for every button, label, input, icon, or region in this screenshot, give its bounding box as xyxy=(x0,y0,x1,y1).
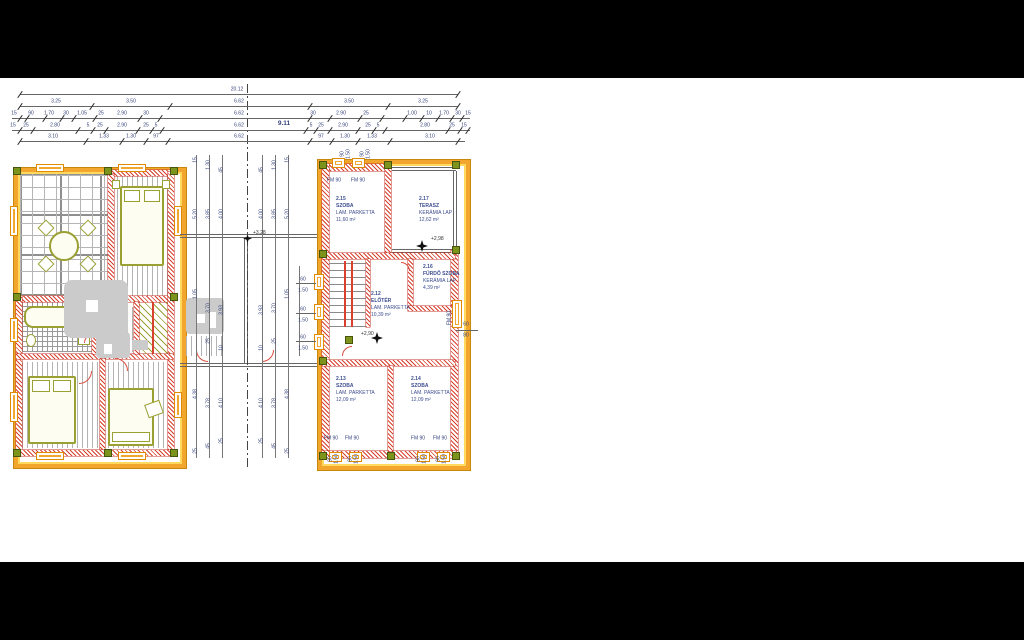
dimension-label: 30 xyxy=(63,110,69,117)
dimension-label-vertical: 1.50 xyxy=(421,454,428,464)
post xyxy=(319,250,327,258)
dimension-label: 1.33 xyxy=(99,133,109,140)
window xyxy=(118,164,146,172)
room-label-line: FÜRDŐ SZOBA xyxy=(423,271,460,277)
post xyxy=(345,336,353,344)
window xyxy=(36,452,64,460)
wall xyxy=(388,366,393,451)
dimension-label: 1.00 xyxy=(407,110,417,117)
post xyxy=(170,167,178,175)
post xyxy=(319,357,327,365)
window-tag-label: FM 90 xyxy=(446,310,453,326)
room-label-line: KERÁMIA LAP xyxy=(419,210,453,216)
dimension-label: 5 xyxy=(309,122,313,129)
post xyxy=(319,452,327,460)
window-tag-label: FM 90 xyxy=(350,177,366,184)
dimension-label: 3.10 xyxy=(425,133,435,140)
dimension-label: 6.62 xyxy=(234,133,244,140)
pillow xyxy=(112,432,150,442)
dimension-label-vertical: 1.50 xyxy=(441,454,448,464)
dimension-label: 6.62 xyxy=(234,110,244,117)
dimension-label: 60 xyxy=(300,334,306,341)
pillow xyxy=(32,380,50,392)
post xyxy=(104,449,112,457)
dimension-label: 30 xyxy=(143,110,149,117)
dimension-label-vertical: 90 xyxy=(435,456,442,462)
dimension-label-vertical: 4.10 xyxy=(258,398,265,408)
window xyxy=(174,206,182,236)
dimension-label-vertical: 1.50 xyxy=(333,454,340,464)
right-stairs-stringer xyxy=(344,261,346,327)
wall xyxy=(100,359,105,452)
dimension-label-vertical: 4.00 xyxy=(218,209,225,219)
terrace-railing-right xyxy=(453,171,457,253)
room-label-line: LAM. PARKETTA xyxy=(336,210,375,216)
window xyxy=(352,158,365,168)
room-label-line: SZOBA xyxy=(336,203,354,209)
room-label-line: 12,62 m² xyxy=(419,217,439,223)
dimension-label: 60 xyxy=(300,276,306,283)
elevation-label: +2,90 xyxy=(361,331,374,337)
dimension-label: 25 xyxy=(318,122,324,129)
dimension-label-vertical: 1.05 xyxy=(192,289,199,299)
dimension-label: 25 xyxy=(97,122,103,129)
dimension-label: 2.90 xyxy=(117,122,127,129)
right-stairs xyxy=(329,261,366,327)
dimension-label-vertical: 4.00 xyxy=(258,209,265,219)
dimension-label-vertical: 45 xyxy=(218,167,225,173)
window xyxy=(10,392,18,422)
dimension-label-vertical: 3.93 xyxy=(258,305,265,315)
wall xyxy=(16,354,174,359)
window xyxy=(10,206,18,236)
pillow xyxy=(144,190,160,202)
dimension-label-vertical: 90 xyxy=(347,456,354,462)
room-label-line: LAM. PARKETTA xyxy=(371,305,410,311)
wall xyxy=(366,259,370,327)
dimension-tick xyxy=(455,91,460,98)
room-label-line: 12,09 m² xyxy=(336,397,356,403)
pillow xyxy=(53,380,71,392)
dimension-label-vertical: 10 xyxy=(258,345,265,351)
dimension-line xyxy=(12,118,470,119)
dimension-label: 3.25 xyxy=(51,98,61,105)
dimension-label-vertical: 3.85 xyxy=(205,209,212,219)
dimension-label-vertical: 4.10 xyxy=(218,398,225,408)
dimension-label: 1.30 xyxy=(126,133,136,140)
watermark-cutout xyxy=(86,300,98,312)
window-tag-label: FM 90 xyxy=(432,435,448,442)
watermark-cutout xyxy=(196,314,205,323)
wall xyxy=(385,164,391,256)
window-tag-label: FM 90 xyxy=(344,435,360,442)
dimension-label: 25 xyxy=(363,110,369,117)
dimension-label-vertical: 3.93 xyxy=(218,305,225,315)
dimension-label-vertical: 25 xyxy=(205,338,212,344)
dimension-line xyxy=(12,130,470,131)
room-label-line: 2.17 xyxy=(419,196,429,202)
dimension-label: 6.62 xyxy=(234,122,244,129)
window xyxy=(174,392,182,418)
dimension-label-vertical: 1.50 xyxy=(365,149,372,159)
dimension-label: 15 xyxy=(465,110,471,117)
watermark-blob xyxy=(132,340,148,350)
room-label-line: 2.15 xyxy=(336,196,346,202)
window xyxy=(36,164,64,172)
window xyxy=(118,452,146,460)
dimension-label: 5 xyxy=(154,122,158,129)
nightstand xyxy=(162,180,170,189)
pillow xyxy=(124,190,140,202)
dimension-label: 15 xyxy=(461,122,467,129)
dimension-label-vertical: 25 xyxy=(284,448,291,454)
room-label-line: 12,09 m² xyxy=(411,397,431,403)
dimension-label: 1.05 xyxy=(77,110,87,117)
dimension-label: 30 xyxy=(310,110,316,117)
terrace-table xyxy=(49,231,79,261)
dimension-label: 3.10 xyxy=(48,133,58,140)
dimension-label: 2.90 xyxy=(336,110,346,117)
watermark-blob xyxy=(96,332,130,358)
dimension-label: 25 xyxy=(365,122,371,129)
dimension-label-vertical: 25 xyxy=(192,448,199,454)
dimension-label: 3.25 xyxy=(418,98,428,105)
dimension-label-vertical: 45 xyxy=(205,443,212,449)
room-label-line: 11,60 m² xyxy=(336,217,356,223)
dimension-label: 3.50 xyxy=(126,98,136,105)
dimension-label-vertical: 4.38 xyxy=(192,389,199,399)
window xyxy=(314,304,324,320)
dimension-label: 25 xyxy=(449,122,455,129)
dimension-label: 5 xyxy=(376,122,380,129)
dimension-label: 2.90 xyxy=(338,122,348,129)
nightstand xyxy=(112,180,120,189)
post xyxy=(319,161,327,169)
dimension-label-vertical: 3.85 xyxy=(271,209,278,219)
dimension-line xyxy=(296,283,316,284)
dimension-label-vertical: 5.20 xyxy=(284,209,291,219)
elevation-label: +3,28 xyxy=(253,230,266,236)
room-label-line: SZOBA xyxy=(336,383,354,389)
dimension-label-vertical: 3.70 xyxy=(271,303,278,313)
post xyxy=(387,452,395,460)
dimension-label-vertical: 1.30 xyxy=(205,160,212,170)
dimension-label: 15 xyxy=(10,122,16,129)
window xyxy=(314,334,324,350)
dimension-label: 25 xyxy=(23,122,29,129)
dimension-label: 20.12 xyxy=(230,86,244,93)
dimension-label-vertical: 1.30 xyxy=(271,160,278,170)
dimension-label: 2.80 xyxy=(420,122,430,129)
dimension-label: 30 xyxy=(455,110,461,117)
dimension-label: 97 xyxy=(318,133,324,140)
dimension-label: 1.70 xyxy=(439,110,449,117)
dimension-label: 25 xyxy=(98,110,104,117)
post xyxy=(452,161,460,169)
dimension-label-vertical: 25 xyxy=(271,338,278,344)
dimension-label-vertical: 90 xyxy=(415,456,422,462)
dimension-label: 25 xyxy=(143,122,149,129)
dimension-label-vertical: 45 xyxy=(271,443,278,449)
wall xyxy=(322,253,455,259)
room-label-line: SZOBA xyxy=(411,383,429,389)
room-label-line: KERÁMIA LAP xyxy=(423,278,457,284)
room-label-line: 2.12 xyxy=(371,291,381,297)
room-label-line: 10,39 m² xyxy=(371,312,391,318)
room-label-line: 2.14 xyxy=(411,376,421,382)
dimension-label-vertical: 1.50 xyxy=(353,454,360,464)
dimension-label: 3.50 xyxy=(344,98,354,105)
watermark-cutout xyxy=(210,312,216,328)
post xyxy=(13,167,21,175)
dimension-label-vertical: 90 xyxy=(327,456,334,462)
dimension-label: 1.30 xyxy=(340,133,350,140)
room-label-line: 4,39 m² xyxy=(423,285,440,291)
dimension-label: 1.50 xyxy=(298,287,308,294)
dimension-label-vertical: 10 xyxy=(218,345,225,351)
dimension-line xyxy=(20,106,458,107)
window xyxy=(332,158,345,168)
dimension-label-vertical: 25 xyxy=(258,438,265,444)
room-label-line: TERASZ xyxy=(419,203,439,209)
window xyxy=(10,318,18,342)
dimension-label-vertical: 90 xyxy=(339,151,346,157)
room-label-line: 2.13 xyxy=(336,376,346,382)
dimension-label-vertical: 3.78 xyxy=(271,398,278,408)
right-stairs-stringer xyxy=(351,261,353,327)
dimension-label: 1.50 xyxy=(298,345,308,352)
post xyxy=(452,452,460,460)
window-tag-label: FM 90 xyxy=(410,435,426,442)
dimension-label: 5 xyxy=(86,122,90,129)
dimension-label: 1.70 xyxy=(44,110,54,117)
room-label-line: 2.16 xyxy=(423,264,433,270)
window-tag-label: FM 90 xyxy=(323,435,339,442)
terrace-railing-top xyxy=(392,167,456,171)
dimension-label-vertical: 25 xyxy=(218,438,225,444)
left-stairs-stringer xyxy=(152,302,154,354)
window-tag-label: FM 90 xyxy=(326,177,342,184)
bridge-wall-lower xyxy=(180,363,320,367)
dimension-label-vertical: 90 xyxy=(359,151,366,157)
dimension-label: 10 xyxy=(426,110,432,117)
window xyxy=(452,300,462,328)
post xyxy=(13,293,21,301)
dimension-label: 60 xyxy=(300,306,306,313)
post xyxy=(13,449,21,457)
dimension-label: 1.50 xyxy=(298,317,308,324)
room-label-line: ELŐTÉR xyxy=(371,298,392,304)
dimension-label-vertical: 1.05 xyxy=(284,289,291,299)
dimension-label: 1.33 xyxy=(367,133,377,140)
dimension-label: 80 xyxy=(463,332,469,339)
bridge-wall-upper xyxy=(180,234,320,238)
dimension-label: 15 xyxy=(11,110,17,117)
toilet xyxy=(26,334,36,347)
dimension-tick xyxy=(455,103,460,110)
post xyxy=(170,293,178,301)
window xyxy=(314,274,324,290)
dimension-label: 6.62 xyxy=(234,98,244,105)
elevation-label: +2,98 xyxy=(431,236,444,242)
dimension-label-vertical: 15 xyxy=(284,157,291,163)
dimension-label-vertical: 5.20 xyxy=(192,209,199,219)
watermark-cutout xyxy=(104,344,112,354)
axis-distance-label: 9.11 xyxy=(277,119,291,127)
dimension-label-vertical: 3.78 xyxy=(205,398,212,408)
post xyxy=(452,246,460,254)
dimension-line xyxy=(296,313,316,314)
dimension-label-vertical: 15 xyxy=(192,157,199,163)
dimension-label-vertical: 1.50 xyxy=(345,149,352,159)
dimension-line xyxy=(296,341,316,342)
room-label-line: LAM. PARKETTA xyxy=(411,390,450,396)
room-label-line: LAM. PARKETTA xyxy=(336,390,375,396)
dimension-label: 97 xyxy=(153,133,159,140)
dimension-label: 90 xyxy=(28,110,34,117)
dimension-label-vertical: 45 xyxy=(258,167,265,173)
dimension-label-vertical: 4.38 xyxy=(284,389,291,399)
dimension-line xyxy=(20,94,458,95)
post xyxy=(384,161,392,169)
dimension-label: 60 xyxy=(463,321,469,328)
dimension-line xyxy=(456,330,478,331)
dimension-label-vertical: 3.70 xyxy=(205,303,212,313)
dimension-label: 2.90 xyxy=(117,110,127,117)
post xyxy=(104,167,112,175)
post xyxy=(170,449,178,457)
dimension-label: 2.80 xyxy=(50,122,60,129)
